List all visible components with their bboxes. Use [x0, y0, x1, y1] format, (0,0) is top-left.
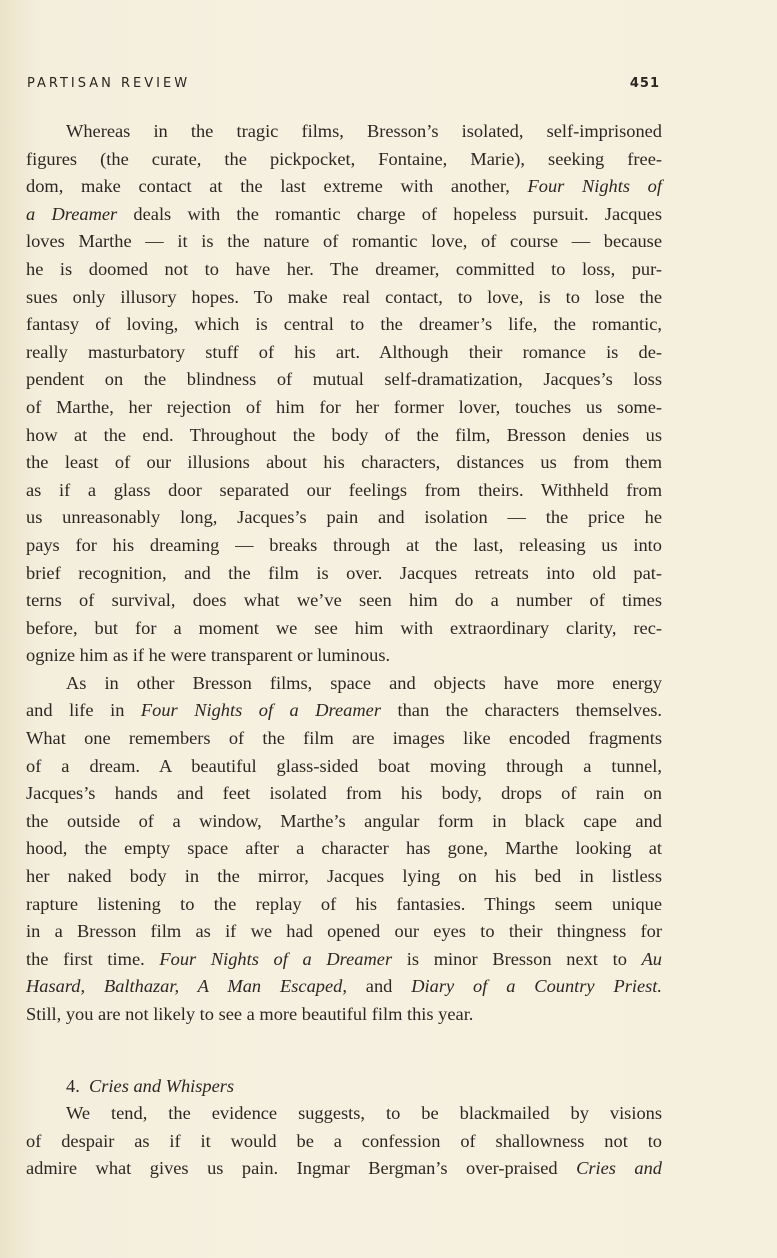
text-run: is minor Bresson next to	[392, 948, 642, 969]
text-run: deals with the romantic charge of hopeless pursuit. Jacques	[117, 203, 662, 224]
text-line: Jacques’s hands and feet isolated from his body, drops of rain on	[26, 783, 662, 804]
section-heading	[26, 1073, 662, 1101]
text-run: than the characters themselves.	[380, 700, 662, 721]
text-line: the least of our illusions about his characters, distances us from them	[26, 452, 662, 473]
text-line	[26, 173, 662, 201]
paragraph-3	[26, 1100, 662, 1183]
text-line: ognize him as if he were transparent or luminous.	[26, 645, 391, 666]
text-line: fantasy of loving, which is central to the dreamer’s life, the romantic,	[26, 314, 662, 335]
text-line: how at the end. Throughout the body of the film, Bresson denies us	[26, 424, 662, 445]
paragraph-1	[26, 118, 662, 670]
journal-title: PARTISAN REVIEW	[27, 76, 191, 91]
text-run: and	[346, 976, 412, 997]
text-line	[26, 946, 662, 974]
text-run: admire what gives us pain. Ingmar Bergman’s over-praised	[26, 1158, 577, 1179]
text-line: Whereas in the tragic films, Bresson’s isolated, self-imprisoned	[66, 121, 662, 141]
article-body	[26, 118, 662, 1183]
text-run: and life in	[26, 700, 141, 721]
text-line: rapture listening to the replay of his fantasies. Things seem unique	[26, 893, 662, 914]
text-line: As in other Bresson films, space and objects have more energy	[66, 672, 662, 693]
text-line: her naked body in the mirror, Jacques lying on his bed in listless	[26, 866, 662, 887]
film-title: Four Nights of a Dreamer	[140, 700, 381, 721]
section-number: 4.	[66, 1075, 80, 1096]
text-line: of despair as if it would be a confession of shallowness not to	[26, 1130, 662, 1151]
text-run: the first time.	[26, 948, 160, 969]
text-line: terns of survival, does what we’ve seen him do a number of times	[26, 590, 662, 611]
film-title: Cries and	[576, 1158, 662, 1179]
film-title: Diary of a Country Priest.	[411, 976, 662, 997]
film-title: Au	[641, 948, 662, 969]
text-line: as if a glass door separated our feelings from theirs. Withheld from	[26, 479, 662, 500]
film-title: Hasard, Balthazar, A Man Escaped,	[26, 976, 347, 997]
text-line: hood, the empty space after a character has gone, Marthe looking at	[26, 838, 662, 859]
text-line	[26, 973, 662, 1001]
film-title: Four Nights of	[527, 176, 662, 197]
section-title: Cries and Whispers	[89, 1075, 235, 1096]
running-head	[27, 76, 660, 96]
text-line: of Marthe, her rejection of him for her former lover, touches us some-	[26, 396, 662, 417]
text-run: dom, make contact at the last extreme with another,	[26, 176, 528, 197]
text-line	[26, 201, 662, 229]
text-line: really masturbatory stuff of his art. Although their romance is de-	[26, 341, 662, 362]
text-line: Still, you are not likely to see a more beautiful film this year.	[26, 1004, 474, 1024]
text-line: us unreasonably long, Jacques’s pain and isolation — the price he	[26, 507, 662, 528]
text-line: of a dream. A beautiful glass-sided boat moving through a tunnel,	[26, 755, 662, 776]
text-line: brief recognition, and the film is over. Jacques retreats into old pat-	[26, 562, 662, 583]
paragraph-2	[26, 670, 662, 1029]
film-title: Four Nights of a Dreamer	[159, 948, 393, 969]
text-line: sues only illusory hopes. To make real contact, to love, is to lose the	[26, 286, 662, 307]
film-title: a Dreamer	[26, 203, 118, 224]
text-line: the outside of a window, Marthe’s angular form in black cape and	[26, 810, 662, 831]
text-line: We tend, the evidence suggests, to be blackmailed by visions	[66, 1103, 662, 1124]
text-line: before, but for a moment we see him with extraordinary clarity, rec-	[26, 617, 662, 638]
text-line: pays for his dreaming — breaks through at the last, releasing us into	[26, 534, 662, 555]
text-line	[26, 697, 662, 725]
text-line: loves Marthe — it is the nature of romantic love, of course — because	[26, 231, 662, 252]
text-line: he is doomed not to have her. The dreamer, committed to loss, pur-	[26, 258, 662, 279]
text-line	[26, 1155, 662, 1183]
text-line: pendent on the blindness of mutual self-dramatization, Jacques’s loss	[26, 369, 662, 390]
page-number: 451	[629, 76, 660, 91]
text-line: in a Bresson film as if we had opened our eyes to their thingness for	[26, 921, 662, 942]
text-line: What one remembers of the film are images like encoded fragments	[26, 728, 662, 749]
text-line: figures (the curate, the pickpocket, Fontaine, Marie), seeking free-	[26, 148, 662, 169]
